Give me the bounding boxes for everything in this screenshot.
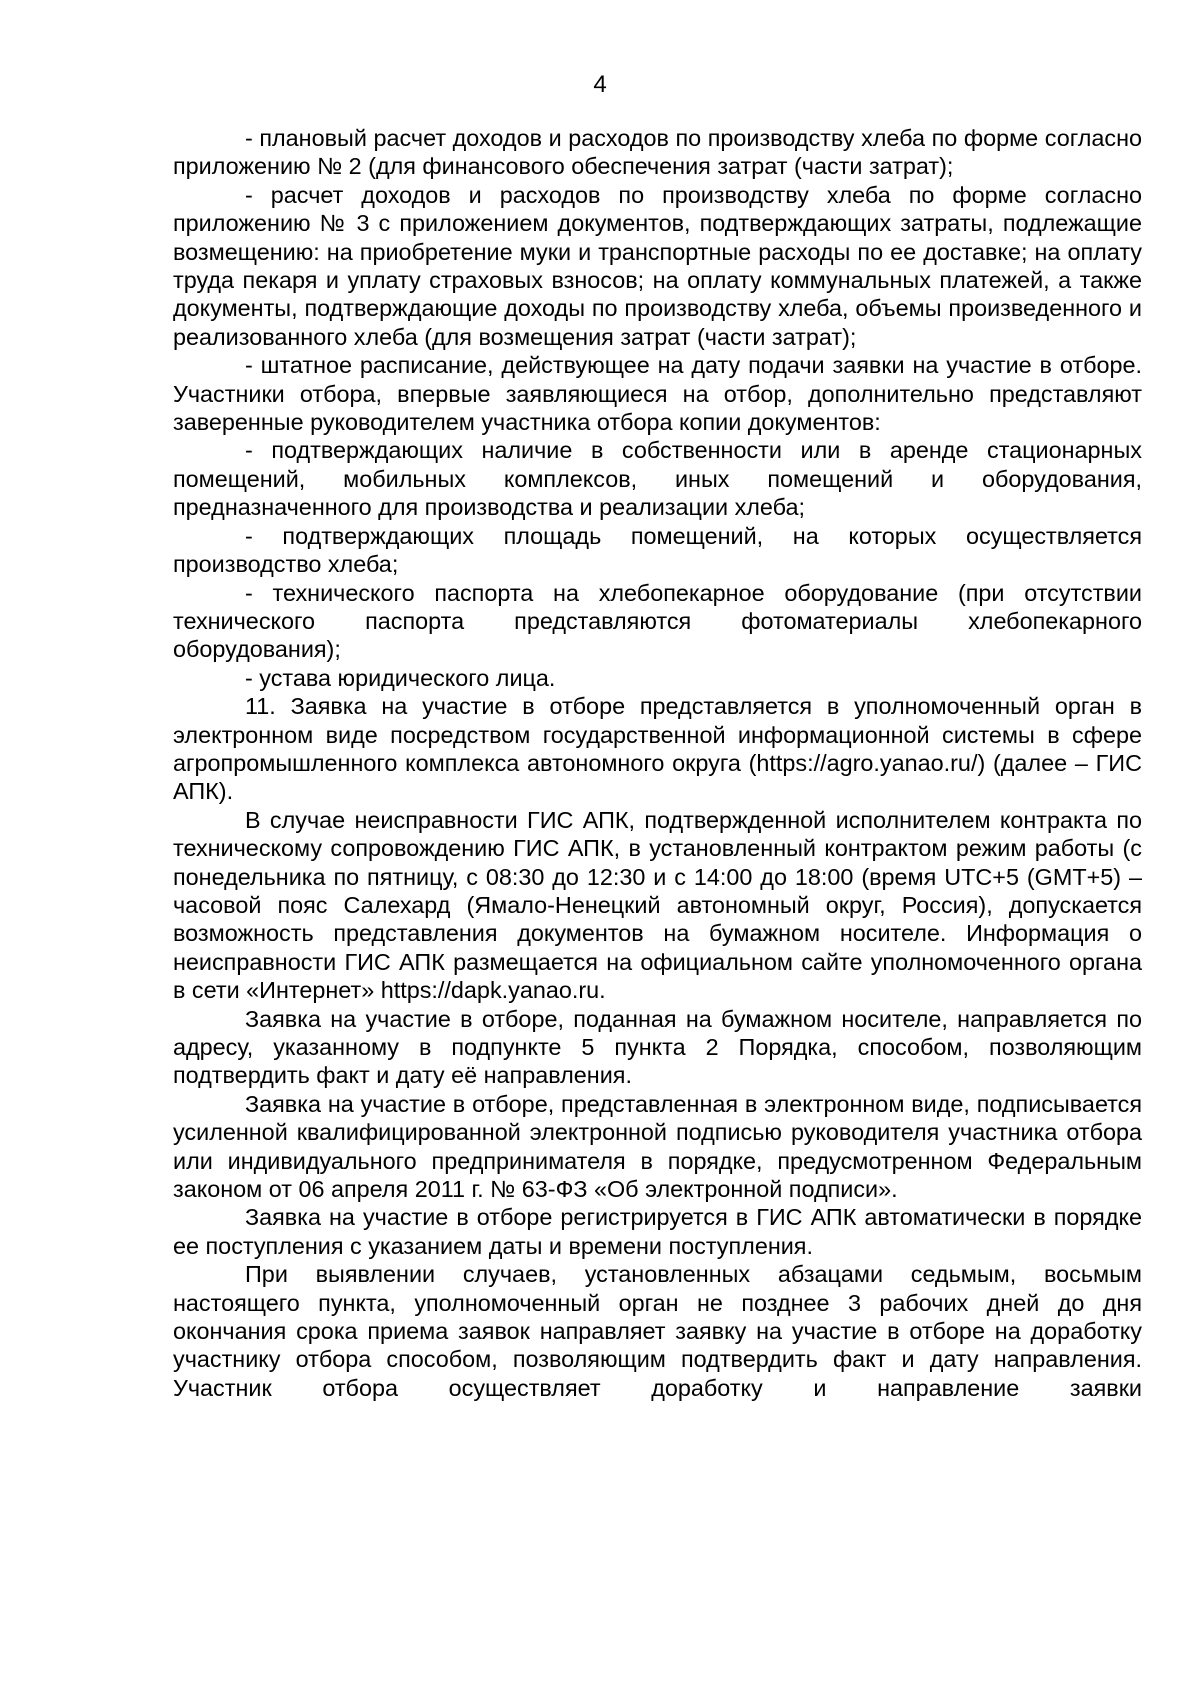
paragraph-paper-application: Заявка на участие в отборе, поданная на бумажном носителе, направляется по адресу, указанному в подпункте 5 пункта 2 Порядка, способом, позволяющим подтвердить факт и дату её направления. xyxy=(173,1005,1142,1089)
paragraph-electronic-signature: Заявка на участие в отборе, представленная в электронном виде, подписывается усиленной квалифицированной электронной подписью руководителя участника отбора или индивидуального предпринимателя в порядке, предусмотренном Федеральным законом от 06 апреля 2011 г. № 63-ФЗ «Об электронной подписи». xyxy=(173,1090,1142,1203)
page-number: 4 xyxy=(593,71,607,98)
paragraph-revision: При выявлении случаев, установленных абзацами седьмым, восьмым настоящего пункта, уполномоченный орган не позднее 3 рабочих дней до дня окончания срока приема заявок направляет заявку на участие в отборе на доработку участнику отбора способом, позволяющим подтвердить факт и дату направления. Участник отбора осуществляет доработку и направление заявки xyxy=(173,1261,1142,1401)
document-body xyxy=(173,124,1142,1402)
paragraph-gis-malfunction: В случае неисправности ГИС АПК, подтвержденной исполнителем контракта по техническому сопровождению ГИС АПК, в установленный контрактом режим работы (с понедельника по пятницу, с 08:30 до 12:30 и с 14:00 до 18:00 (время UTC+5 (GMT+5) – часовой пояс Салехард (Ямало-Ненецкий автономный округ, Россия), допускается возможность представления документов на бумажном носителе. Информация о неисправности ГИС АПК размещается на официальном сайте уполномоченного органа в сети «Интернет» https://dapk.yanao.ru. xyxy=(173,806,1142,1004)
paragraph-premises-ownership: - подтверждающих наличие в собственности или в аренде стационарных помещений, мобильных комплексов, иных помещений и оборудования, предназначенного для производства и реализации хлеба; xyxy=(173,437,1142,521)
paragraph-staff-schedule: - штатное расписание, действующее на дату подачи заявки на участие в отборе. Участники отбора, впервые заявляющиеся на отбор, дополнительно представляют заверенные руководителем участника отбора копии документов: xyxy=(173,352,1142,436)
paragraph-registration: Заявка на участие в отборе регистрируется в ГИС АПК автоматически в порядке ее поступления с указанием даты и времени поступления. xyxy=(173,1204,1142,1259)
paragraph-charter: - устава юридического лица. xyxy=(245,664,556,691)
paragraph-planned-calculation: - плановый расчет доходов и расходов по производству хлеба по форме согласно приложению № 2 (для финансового обеспечения затрат (части затрат); xyxy=(173,125,1142,180)
paragraph-technical-passport: - технического паспорта на хлебопекарное оборудование (при отсутствии технического паспорта представляются фотоматериалы хлебопекарного оборудования); xyxy=(173,579,1142,663)
paragraph-income-expense-calculation: - расчет доходов и расходов по производству хлеба по форме согласно приложению № 3 с приложением документов, подтверждающих затраты, подлежащие возмещению: на приобретение муки и транспортные расходы по ее доставке; на оплату труда пекаря и уплату страховых взносов; на оплату коммунальных платежей, а также документы, подтверждающие доходы по производству хлеба, объемы произведенного и реализованного хлеба (для возмещения затрат (части затрат); xyxy=(173,181,1142,350)
paragraph-premises-area: - подтверждающих площадь помещений, на которых осуществляется производство хлеба; xyxy=(173,522,1142,578)
paragraph-item-11: 11. Заявка на участие в отборе представляется в уполномоченный орган в электронном виде посредством государственной информационной системы в сфере агропромышленного комплекса автономного округа (https://agro.yanao.ru/) (далее – ГИС АПК). xyxy=(173,693,1142,805)
